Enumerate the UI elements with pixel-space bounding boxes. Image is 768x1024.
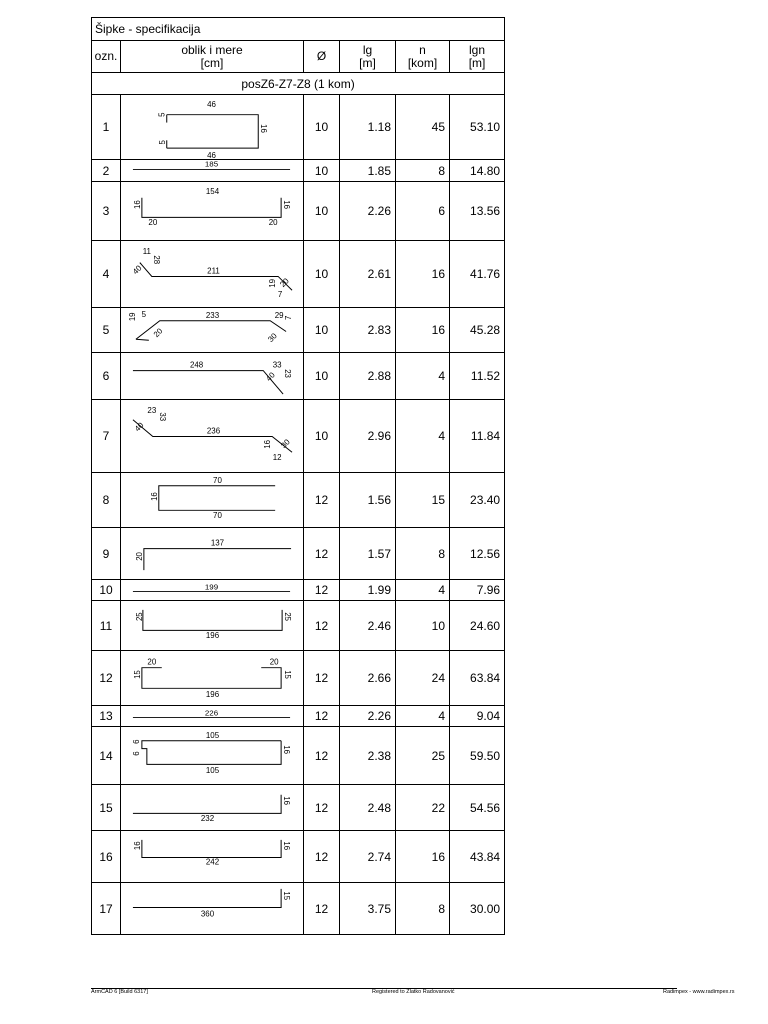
dimension-label: 23 <box>283 369 293 378</box>
bar-shape-line <box>140 263 141 264</box>
bar-shape-drawing <box>121 95 304 160</box>
dimension-label: 23 <box>147 405 157 415</box>
bar-shape-drawing <box>121 400 304 473</box>
bar-total-length: 45.28 <box>450 308 505 353</box>
bar-shape-line <box>142 741 281 765</box>
dimension-label: 360 <box>200 909 215 919</box>
bar-total-length: 13.56 <box>450 182 505 241</box>
bar-length: 2.46 <box>340 601 396 651</box>
bar-diameter: 12 <box>304 727 340 785</box>
bar-total-length: 14.80 <box>450 160 505 182</box>
bar-shape-drawing <box>121 473 304 528</box>
dimension-label: 40 <box>264 370 277 384</box>
table-row <box>92 785 505 831</box>
bar-diameter: 12 <box>304 651 340 706</box>
bar-count: 4 <box>396 353 450 400</box>
dimension-label: 20 <box>269 657 279 667</box>
table-row <box>92 883 505 935</box>
table-row <box>92 353 505 400</box>
bar-shape-drawing <box>121 785 304 831</box>
bar-length: 2.38 <box>340 727 396 785</box>
dimension-label: 185 <box>204 160 219 169</box>
bar-total-length: 59.50 <box>450 727 505 785</box>
dimension-label: 196 <box>205 631 220 641</box>
table-row <box>92 400 505 473</box>
dimension-label: 19 <box>268 278 278 288</box>
dimension-label: 199 <box>204 582 219 592</box>
dimension-label: 19 <box>127 312 137 322</box>
table-row <box>92 580 505 601</box>
bar-length: 2.61 <box>340 241 396 308</box>
dimension-label: 28 <box>151 255 161 265</box>
table-row <box>92 473 505 528</box>
dimension-label: 40 <box>132 420 146 434</box>
bar-diameter: 12 <box>304 706 340 727</box>
bar-shape-line <box>159 486 275 511</box>
dimension-label: 40 <box>130 263 144 277</box>
bar-length: 2.26 <box>340 706 396 727</box>
header-row <box>92 41 505 73</box>
dimension-label: 12 <box>272 453 282 463</box>
bar-count: 4 <box>396 706 450 727</box>
bar-diameter: 12 <box>304 473 340 528</box>
dimension-label: 20 <box>147 657 157 667</box>
bar-count: 6 <box>396 182 450 241</box>
bar-diameter: 12 <box>304 785 340 831</box>
bar-length: 1.57 <box>340 528 396 580</box>
bar-length: 1.85 <box>340 160 396 182</box>
bar-diameter: 12 <box>304 580 340 601</box>
dimension-label: 15 <box>283 670 293 679</box>
dimension-label: 30 <box>279 437 292 450</box>
bar-total-length: 24.60 <box>450 601 505 651</box>
dimension-label: 105 <box>205 730 220 740</box>
dimension-label: 16 <box>259 124 269 133</box>
dimension-label: 7 <box>284 315 294 320</box>
bar-mark: 4 <box>92 241 121 308</box>
table-row <box>92 160 505 182</box>
bar-shape-drawing <box>121 601 304 651</box>
dimension-label: 5 <box>157 140 167 145</box>
bar-total-length: 54.56 <box>450 785 505 831</box>
dimension-label: 154 <box>205 186 220 196</box>
bar-diameter: 10 <box>304 241 340 308</box>
header-mark: ozn. <box>92 41 121 73</box>
bar-shape-line <box>142 668 281 689</box>
bar-shape-drawing <box>121 241 304 308</box>
dimension-label: 20 <box>278 276 291 289</box>
bar-count: 22 <box>396 785 450 831</box>
bar-mark: 13 <box>92 706 121 727</box>
bar-diameter: 12 <box>304 883 340 935</box>
bar-shape-line <box>143 610 282 631</box>
position-label: posZ6-Z7-Z8 (1 kom) <box>92 73 505 95</box>
dimension-label: 11 <box>142 246 151 256</box>
bar-shape-drawing <box>121 353 304 400</box>
bar-diameter: 10 <box>304 160 340 182</box>
dimension-label: 20 <box>148 218 158 228</box>
dimension-label: 16 <box>132 200 142 209</box>
table-row <box>92 727 505 785</box>
bar-shape-drawing <box>121 831 304 883</box>
bar-shape-line <box>133 795 281 814</box>
bar-shape-line <box>136 339 149 340</box>
dimension-label: 70 <box>213 475 222 485</box>
footer-registration: Registered to Zlatko Radovanović <box>372 989 455 995</box>
dimension-label: 5 <box>141 309 147 319</box>
bar-shape-drawing <box>121 883 304 935</box>
table-row <box>92 651 505 706</box>
bar-mark: 9 <box>92 528 121 580</box>
dimension-label: 226 <box>204 708 219 718</box>
header-diameter: Ø <box>304 41 340 73</box>
header-shape: oblik i mere [cm] <box>121 41 304 73</box>
bar-count: 15 <box>396 473 450 528</box>
bar-mark: 17 <box>92 883 121 935</box>
bar-diameter: 10 <box>304 400 340 473</box>
bar-count: 25 <box>396 727 450 785</box>
dimension-label: 5 <box>157 112 167 117</box>
bar-diameter: 10 <box>304 95 340 160</box>
bar-shape-drawing <box>121 651 304 706</box>
dimension-label: 248 <box>189 360 204 370</box>
table-row <box>92 601 505 651</box>
bar-shape-drawing <box>121 182 304 241</box>
bar-mark: 14 <box>92 727 121 785</box>
bar-total-length: 12.56 <box>450 528 505 580</box>
bar-total-length: 30.00 <box>450 883 505 935</box>
bar-total-length: 9.04 <box>450 706 505 727</box>
bar-shape-drawing <box>121 528 304 580</box>
bar-mark: 3 <box>92 182 121 241</box>
dimension-label: 6 <box>131 751 141 756</box>
bar-length: 2.74 <box>340 831 396 883</box>
bar-count: 16 <box>396 308 450 353</box>
header-total-length: lgn [m] <box>450 41 505 73</box>
dimension-label: 211 <box>207 266 220 276</box>
dimension-label: 105 <box>205 766 220 776</box>
dimension-label: 25 <box>134 612 144 622</box>
table-row <box>92 308 505 353</box>
dimension-label: 16 <box>282 200 292 209</box>
table-title: Šipke - specifikacija <box>92 18 505 41</box>
dimension-label: 233 <box>205 310 220 320</box>
bar-total-length: 43.84 <box>450 831 505 883</box>
bar-total-length: 41.76 <box>450 241 505 308</box>
bar-diameter: 10 <box>304 353 340 400</box>
bar-count: 45 <box>396 95 450 160</box>
dimension-label: 6 <box>131 739 141 744</box>
footer-software: ArmCAD 6 [Build 6317] <box>91 989 148 995</box>
dimension-label: 7 <box>277 290 283 300</box>
dimension-label: 232 <box>200 814 215 824</box>
bar-mark: 12 <box>92 651 121 706</box>
bar-shape-drawing <box>121 706 304 727</box>
bar-shape-line <box>167 115 258 148</box>
bar-diameter: 10 <box>304 182 340 241</box>
dimension-label: 16 <box>149 492 159 501</box>
bar-mark: 1 <box>92 95 121 160</box>
bar-count: 16 <box>396 831 450 883</box>
bar-specification-table <box>91 17 505 935</box>
bar-shape-line <box>133 889 281 908</box>
bar-diameter: 12 <box>304 601 340 651</box>
header-count: n [kom] <box>396 41 450 73</box>
bar-mark: 16 <box>92 831 121 883</box>
dimension-label: 20 <box>151 326 165 339</box>
bar-length: 2.88 <box>340 353 396 400</box>
table-row <box>92 182 505 241</box>
bar-total-length: 23.40 <box>450 473 505 528</box>
dimension-label: 30 <box>266 331 279 344</box>
dimension-label: 15 <box>132 670 142 679</box>
bar-mark: 8 <box>92 473 121 528</box>
bar-count: 8 <box>396 528 450 580</box>
table-row <box>92 528 505 580</box>
bar-total-length: 63.84 <box>450 651 505 706</box>
bar-length: 1.18 <box>340 95 396 160</box>
bar-count: 4 <box>396 580 450 601</box>
dimension-label: 242 <box>205 857 220 867</box>
table-row <box>92 95 505 160</box>
bar-shape-line <box>142 840 281 858</box>
bar-length: 2.83 <box>340 308 396 353</box>
dimension-label: 29 <box>274 310 284 320</box>
bar-length: 2.48 <box>340 785 396 831</box>
dimension-label: 16 <box>282 745 292 754</box>
table-row <box>92 706 505 727</box>
bar-diameter: 10 <box>304 308 340 353</box>
table-row <box>92 831 505 883</box>
dimension-label: 25 <box>283 612 293 622</box>
bar-total-length: 11.84 <box>450 400 505 473</box>
dimension-label: 46 <box>207 99 216 109</box>
table-row <box>92 241 505 308</box>
dimension-label: 137 <box>210 538 225 548</box>
bar-diameter: 12 <box>304 831 340 883</box>
dimension-label: 16 <box>263 440 273 449</box>
bar-diameter: 12 <box>304 528 340 580</box>
dimension-label: 20 <box>268 218 278 228</box>
dimension-label: 15 <box>282 891 292 901</box>
dimension-label: 16 <box>282 841 292 851</box>
bar-length: 3.75 <box>340 883 396 935</box>
bar-length: 1.56 <box>340 473 396 528</box>
dimension-label: 33 <box>272 360 282 370</box>
bar-count: 10 <box>396 601 450 651</box>
dimension-label: 20 <box>134 552 144 561</box>
bar-mark: 10 <box>92 580 121 601</box>
dimension-label: 46 <box>207 151 216 159</box>
footer-vendor: Radimpex - www.radimpex.rs <box>663 989 735 995</box>
dimension-label: 236 <box>206 426 221 436</box>
bar-shape-drawing <box>121 160 304 182</box>
dimension-label: 16 <box>132 841 142 851</box>
bar-count: 8 <box>396 160 450 182</box>
bar-length: 2.96 <box>340 400 396 473</box>
bar-shape-line <box>144 549 291 571</box>
bar-shape-drawing <box>121 727 304 785</box>
bar-total-length: 53.10 <box>450 95 505 160</box>
bar-mark: 5 <box>92 308 121 353</box>
bar-mark: 2 <box>92 160 121 182</box>
bar-count: 24 <box>396 651 450 706</box>
bar-length: 1.99 <box>340 580 396 601</box>
header-length: lg [m] <box>340 41 396 73</box>
bar-mark: 15 <box>92 785 121 831</box>
bar-total-length: 7.96 <box>450 580 505 601</box>
bar-length: 2.26 <box>340 182 396 241</box>
bar-mark: 6 <box>92 353 121 400</box>
bar-count: 8 <box>396 883 450 935</box>
bar-mark: 11 <box>92 601 121 651</box>
bar-mark: 7 <box>92 400 121 473</box>
dimension-label: 196 <box>205 690 220 700</box>
bar-shape-line <box>133 371 283 394</box>
bar-shape-drawing <box>121 308 304 353</box>
bar-count: 16 <box>396 241 450 308</box>
bar-shape-drawing <box>121 580 304 601</box>
dimension-label: 70 <box>213 511 222 521</box>
bar-count: 4 <box>396 400 450 473</box>
dimension-label: 33 <box>157 412 167 422</box>
bar-total-length: 11.52 <box>450 353 505 400</box>
dimension-label: 16 <box>282 796 292 805</box>
bar-length: 2.66 <box>340 651 396 706</box>
bar-shape-line <box>142 198 281 218</box>
